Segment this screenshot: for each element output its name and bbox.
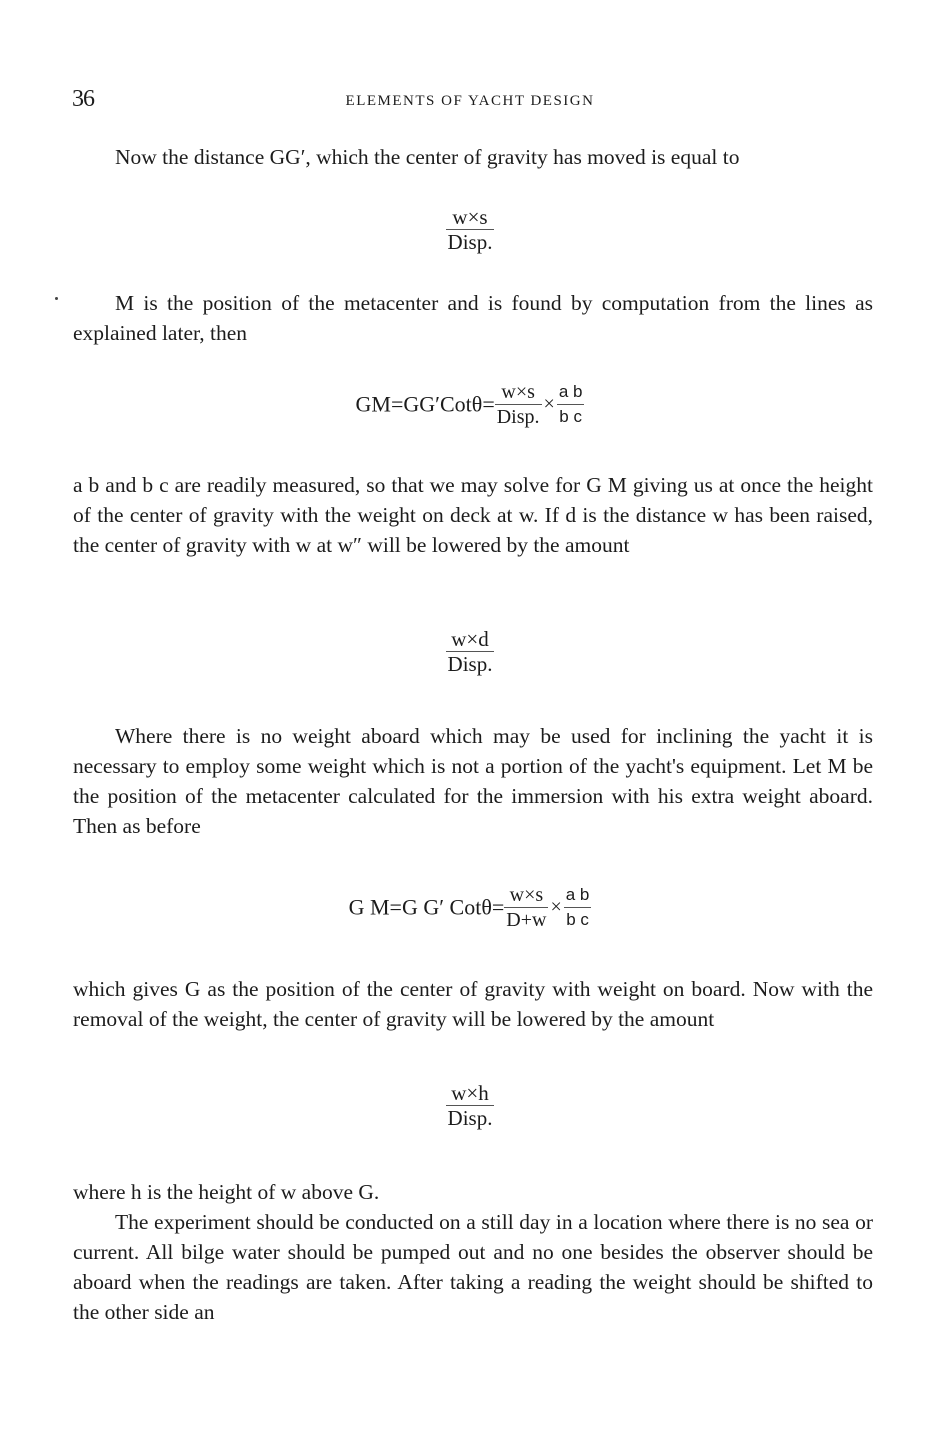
formula-ws-over-disp	[0, 205, 940, 254]
paragraph-height-definition	[73, 1177, 873, 1207]
paragraph-text: Where there is no weight aboard which may be used for inclining the yacht it is necessary to employ some weight which is not a portion of the yacht's equipment. Let M be the position of the metacenter calculated for the immersion with his extra weight aboard. Then as before	[73, 724, 873, 838]
paragraph-text: where h is the height of w above G.	[73, 1180, 380, 1204]
fraction	[446, 1081, 495, 1130]
fraction	[446, 627, 495, 676]
formula-wh-over-disp	[0, 1081, 940, 1130]
equation-lhs: G M=G G′ Cotθ=	[348, 894, 505, 920]
paragraph-measurement	[73, 470, 873, 560]
paragraph-center-of-gravity	[73, 974, 873, 1034]
denominator: b c	[566, 910, 589, 929]
paragraph-text: M is the position of the metacenter and is found by computation from the lines as explained later, then	[73, 291, 873, 345]
denominator: D+w	[506, 909, 547, 931]
denominator: Disp.	[496, 406, 540, 428]
paragraph-gg-distance	[73, 142, 873, 172]
times-sign: ×	[543, 393, 555, 415]
paragraph-text: a b and b c are readily measured, so that we may solve for G M giving us at once the height of the center of gravity with the weight on deck at w. If d is the distance w has been raised, the center of gravity with w at w″ will be lowered by the amount	[73, 473, 873, 557]
numerator: w×s	[504, 883, 548, 908]
fraction-ws-disp	[495, 380, 542, 429]
equation-gm-disp	[0, 380, 940, 429]
numerator: w×h	[446, 1081, 495, 1106]
numerator: w×s	[446, 205, 495, 230]
denominator: Disp.	[447, 652, 493, 676]
numerator: a b	[564, 883, 592, 908]
paragraph-text: The experiment should be conducted on a still day in a location where there is no sea or current. All bilge water should be pumped out and no one besides the observer should be aboard when the readings are taken. After taking a reading the weight should be shifted to the other side an	[73, 1210, 873, 1324]
denominator: Disp.	[447, 1106, 493, 1130]
page-number: 36	[72, 86, 94, 112]
fraction-ab-bc	[564, 883, 592, 932]
paragraph-text: Now the distance GG′, which the center of gravity has moved is equal to	[115, 145, 740, 169]
paragraph-no-weight-aboard	[73, 721, 873, 841]
running-head: ELEMENTS OF YACHT DESIGN	[345, 93, 595, 109]
equation-lhs: GM=GG′Cotθ=	[355, 391, 495, 417]
fraction-ws-dw	[504, 883, 548, 932]
denominator: Disp.	[447, 230, 493, 254]
formula-wd-over-disp	[0, 627, 940, 676]
paragraph-text: which gives G as the position of the center of gravity with weight on board. Now with the removal of the weight, the center of gravity will be lowered by the amount	[73, 977, 873, 1031]
paragraph-experiment	[73, 1207, 873, 1327]
paragraph-metacenter	[73, 288, 873, 348]
fraction	[446, 205, 495, 254]
numerator: a b	[557, 380, 585, 405]
scan-speck	[55, 297, 58, 300]
denominator: b c	[559, 407, 582, 426]
times-sign: ×	[550, 896, 562, 918]
numerator: w×d	[446, 627, 495, 652]
fraction-ab-bc	[557, 380, 585, 429]
numerator: w×s	[495, 380, 542, 405]
equation-gm-d-plus-w	[0, 883, 940, 932]
